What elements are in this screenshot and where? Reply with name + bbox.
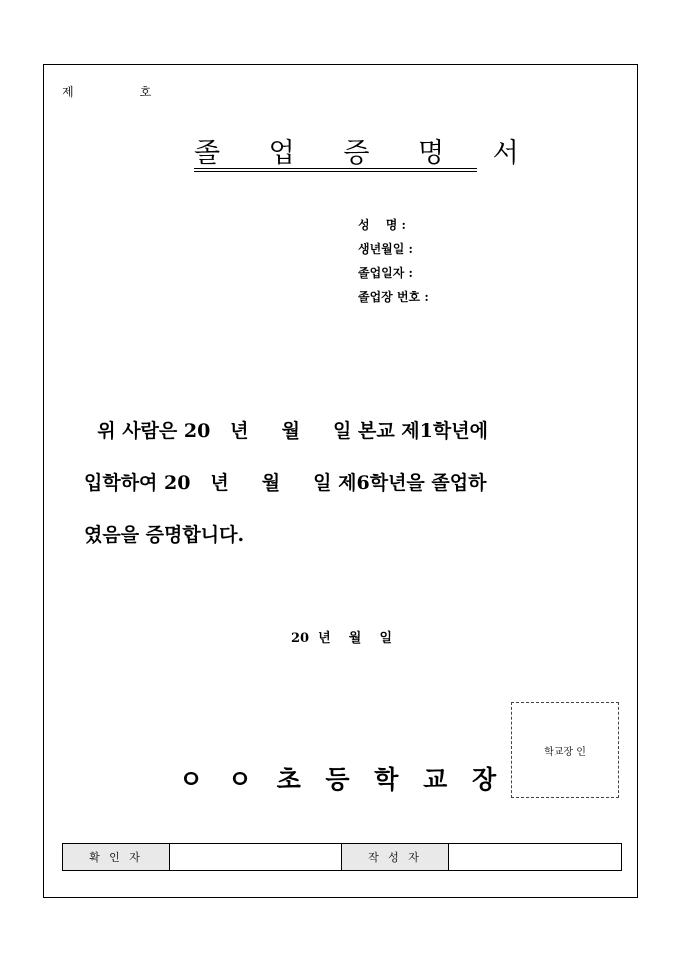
seal-label: 학교장 인 bbox=[544, 746, 586, 758]
document-number-label: 제 bbox=[62, 85, 74, 99]
certificate-body bbox=[84, 405, 604, 561]
author-label: 작 성 자 bbox=[342, 844, 449, 871]
document-number bbox=[62, 83, 151, 100]
verification-table bbox=[62, 843, 622, 871]
diploma-number-field-label: 졸업장 번호 : bbox=[358, 290, 429, 304]
certificate-frame bbox=[43, 64, 638, 898]
confirmer-field[interactable] bbox=[170, 844, 342, 871]
title-underline-bottom bbox=[194, 171, 477, 172]
graduation-date-field-label: 졸업일자 : bbox=[358, 266, 413, 280]
birthdate-field-label: 생년월일 : bbox=[358, 242, 413, 256]
certificate-title: 졸 업 증 명 서 bbox=[194, 138, 539, 169]
author-field[interactable] bbox=[449, 844, 622, 871]
issue-date: 20 년 월 일 bbox=[290, 631, 393, 646]
personal-info-fields bbox=[358, 213, 429, 309]
confirmer-label: 확 인 자 bbox=[63, 844, 170, 871]
title-underline-top bbox=[194, 168, 477, 169]
document-number-suffix: 호 bbox=[139, 85, 152, 99]
body-line: 위 사람은 20 년 월 일 본교 제1학년에 bbox=[84, 420, 488, 442]
name-field-label: 성 명 : bbox=[358, 218, 406, 232]
body-line: 입학하여 20 년 월 일 제6학년을 졸업하 bbox=[84, 472, 487, 494]
principal-title: ㅇ ㅇ 초 등 학 교 장 bbox=[178, 765, 505, 794]
body-line: 였음을 증명합니다. bbox=[84, 524, 245, 546]
